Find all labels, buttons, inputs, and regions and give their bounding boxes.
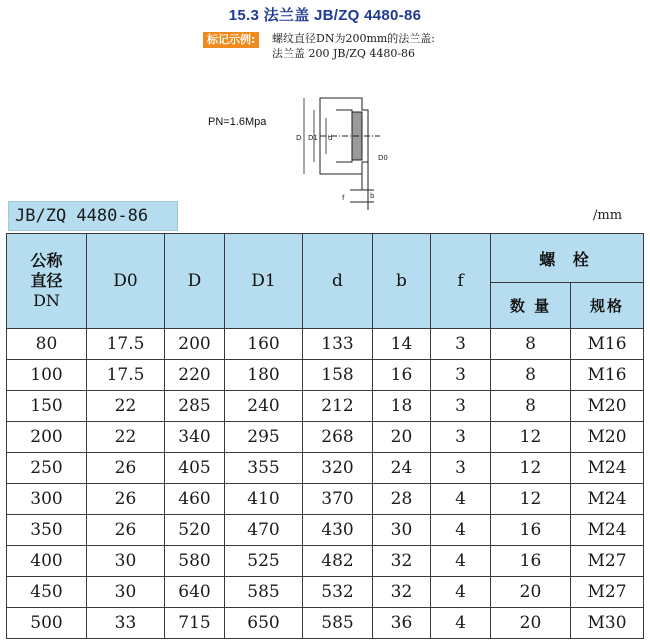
cell-bolt-qty: 8 — [491, 329, 571, 360]
cell-small-d: 430 — [303, 515, 373, 546]
cell-bolt-qty: 16 — [491, 515, 571, 546]
cell-dn: 450 — [7, 577, 87, 608]
cell-d0: 26 — [87, 484, 165, 515]
header-d1: D1 — [225, 234, 303, 329]
cell-b: 14 — [373, 329, 431, 360]
cell-d0: 30 — [87, 577, 165, 608]
cell-bolt-spec: M16 — [571, 360, 644, 391]
table-row — [7, 484, 644, 515]
cell-d: 285 — [165, 391, 225, 422]
cell-d: 220 — [165, 360, 225, 391]
cell-d1: 295 — [225, 422, 303, 453]
cell-small-d: 320 — [303, 453, 373, 484]
dim-label-f: f — [342, 194, 345, 202]
dim-label-d-inner: d — [328, 134, 333, 142]
cell-d0: 17.5 — [87, 360, 165, 391]
cell-b: 32 — [373, 577, 431, 608]
cell-small-d: 585 — [303, 608, 373, 639]
cell-d: 580 — [165, 546, 225, 577]
cell-d: 715 — [165, 608, 225, 639]
cell-b: 24 — [373, 453, 431, 484]
table-row — [7, 453, 644, 484]
cell-dn: 500 — [7, 608, 87, 639]
cell-b: 16 — [373, 360, 431, 391]
cell-bolt-spec: M16 — [571, 329, 644, 360]
cell-d1: 470 — [225, 515, 303, 546]
cell-b: 36 — [373, 608, 431, 639]
cell-f: 3 — [431, 329, 491, 360]
cell-bolt-spec: M20 — [571, 422, 644, 453]
header-bolt-spec: 规格 — [571, 283, 644, 329]
cell-bolt-qty: 8 — [491, 391, 571, 422]
cell-bolt-qty: 12 — [491, 422, 571, 453]
cell-bolt-qty: 20 — [491, 577, 571, 608]
cell-d0: 22 — [87, 422, 165, 453]
cell-bolt-spec: M24 — [571, 484, 644, 515]
cell-f: 3 — [431, 453, 491, 484]
example-line-1: 螺纹直径DN为200mm的法兰盖: — [272, 32, 436, 45]
cell-bolt-qty: 16 — [491, 546, 571, 577]
table-row — [7, 360, 644, 391]
cell-d1: 355 — [225, 453, 303, 484]
table-row — [7, 577, 644, 608]
cell-d0: 17.5 — [87, 329, 165, 360]
dim-label-d0: D0 — [378, 154, 388, 162]
header-dn-line1: 公称 — [30, 251, 63, 270]
cell-bolt-spec: M30 — [571, 608, 644, 639]
table-row — [7, 608, 644, 639]
cell-bolt-spec: M24 — [571, 453, 644, 484]
table-row — [7, 422, 644, 453]
header-f: f — [431, 234, 491, 329]
section-title: 15.3 法兰盖 JB/ZQ 4480-86 — [228, 7, 422, 24]
cell-small-d: 212 — [303, 391, 373, 422]
cell-dn: 400 — [7, 546, 87, 577]
header-dn-line2: 直径 — [30, 271, 63, 290]
cell-d: 200 — [165, 329, 225, 360]
cell-d0: 26 — [87, 453, 165, 484]
header-small-d: d — [303, 234, 373, 329]
header-bolt: 螺 栓 — [491, 234, 644, 283]
cell-dn: 300 — [7, 484, 87, 515]
cell-dn: 200 — [7, 422, 87, 453]
dim-label-d-outer: D — [296, 134, 302, 142]
cell-bolt-qty: 12 — [491, 484, 571, 515]
dim-label-b: b — [370, 192, 375, 200]
cell-dn: 250 — [7, 453, 87, 484]
cell-bolt-qty: 12 — [491, 453, 571, 484]
cell-d0: 30 — [87, 546, 165, 577]
cell-d: 460 — [165, 484, 225, 515]
cell-d0: 33 — [87, 608, 165, 639]
table-row — [7, 329, 644, 360]
cell-d0: 26 — [87, 515, 165, 546]
cell-small-d: 482 — [303, 546, 373, 577]
cell-dn: 350 — [7, 515, 87, 546]
cell-d1: 650 — [225, 608, 303, 639]
cell-bolt-spec: M27 — [571, 577, 644, 608]
cell-small-d: 532 — [303, 577, 373, 608]
flange-cover-drawing — [290, 90, 400, 230]
cell-d1: 585 — [225, 577, 303, 608]
cell-small-d: 268 — [303, 422, 373, 453]
cell-d: 405 — [165, 453, 225, 484]
header-dn-line3: DN — [33, 291, 60, 310]
cell-small-d: 133 — [303, 329, 373, 360]
cell-d: 340 — [165, 422, 225, 453]
standard-code-label: JB/ZQ 4480-86 — [8, 201, 178, 231]
cell-d: 520 — [165, 515, 225, 546]
cell-f: 4 — [431, 577, 491, 608]
cell-f: 3 — [431, 391, 491, 422]
cell-f: 3 — [431, 360, 491, 391]
cell-d1: 160 — [225, 329, 303, 360]
cell-bolt-spec: M24 — [571, 515, 644, 546]
cell-b: 30 — [373, 515, 431, 546]
dim-label-d1: D1 — [308, 134, 318, 142]
cell-b: 28 — [373, 484, 431, 515]
cell-dn: 100 — [7, 360, 87, 391]
unit-label: /mm — [593, 208, 623, 223]
cell-bolt-qty: 20 — [491, 608, 571, 639]
cell-bolt-qty: 8 — [491, 360, 571, 391]
cell-small-d: 158 — [303, 360, 373, 391]
cell-small-d: 370 — [303, 484, 373, 515]
cell-f: 4 — [431, 515, 491, 546]
cell-dn: 80 — [7, 329, 87, 360]
cell-d1: 410 — [225, 484, 303, 515]
example-line-2: 法兰盖 200 JB/ZQ 4480-86 — [272, 47, 416, 60]
pressure-label: PN=1.6Mpa — [208, 116, 267, 128]
cell-f: 3 — [431, 422, 491, 453]
cell-d1: 525 — [225, 546, 303, 577]
table-row — [7, 391, 644, 422]
cell-d1: 180 — [225, 360, 303, 391]
flange-spec-table — [6, 233, 644, 639]
cell-bolt-spec: M20 — [571, 391, 644, 422]
header-d0: D0 — [87, 234, 165, 329]
cell-b: 20 — [373, 422, 431, 453]
table-row — [7, 515, 644, 546]
cell-b: 32 — [373, 546, 431, 577]
header-bolt-quantity: 数 量 — [491, 283, 571, 329]
cell-dn: 150 — [7, 391, 87, 422]
header-nominal-diameter — [7, 234, 87, 329]
cell-d1: 240 — [225, 391, 303, 422]
cell-bolt-spec: M27 — [571, 546, 644, 577]
table-row — [7, 546, 644, 577]
cell-f: 4 — [431, 546, 491, 577]
header-b: b — [373, 234, 431, 329]
cell-f: 4 — [431, 608, 491, 639]
cell-d0: 22 — [87, 391, 165, 422]
table-body — [7, 329, 644, 639]
cell-d: 640 — [165, 577, 225, 608]
example-badge: 标记示例: — [203, 32, 259, 48]
cell-f: 4 — [431, 484, 491, 515]
cell-b: 18 — [373, 391, 431, 422]
header-d: D — [165, 234, 225, 329]
